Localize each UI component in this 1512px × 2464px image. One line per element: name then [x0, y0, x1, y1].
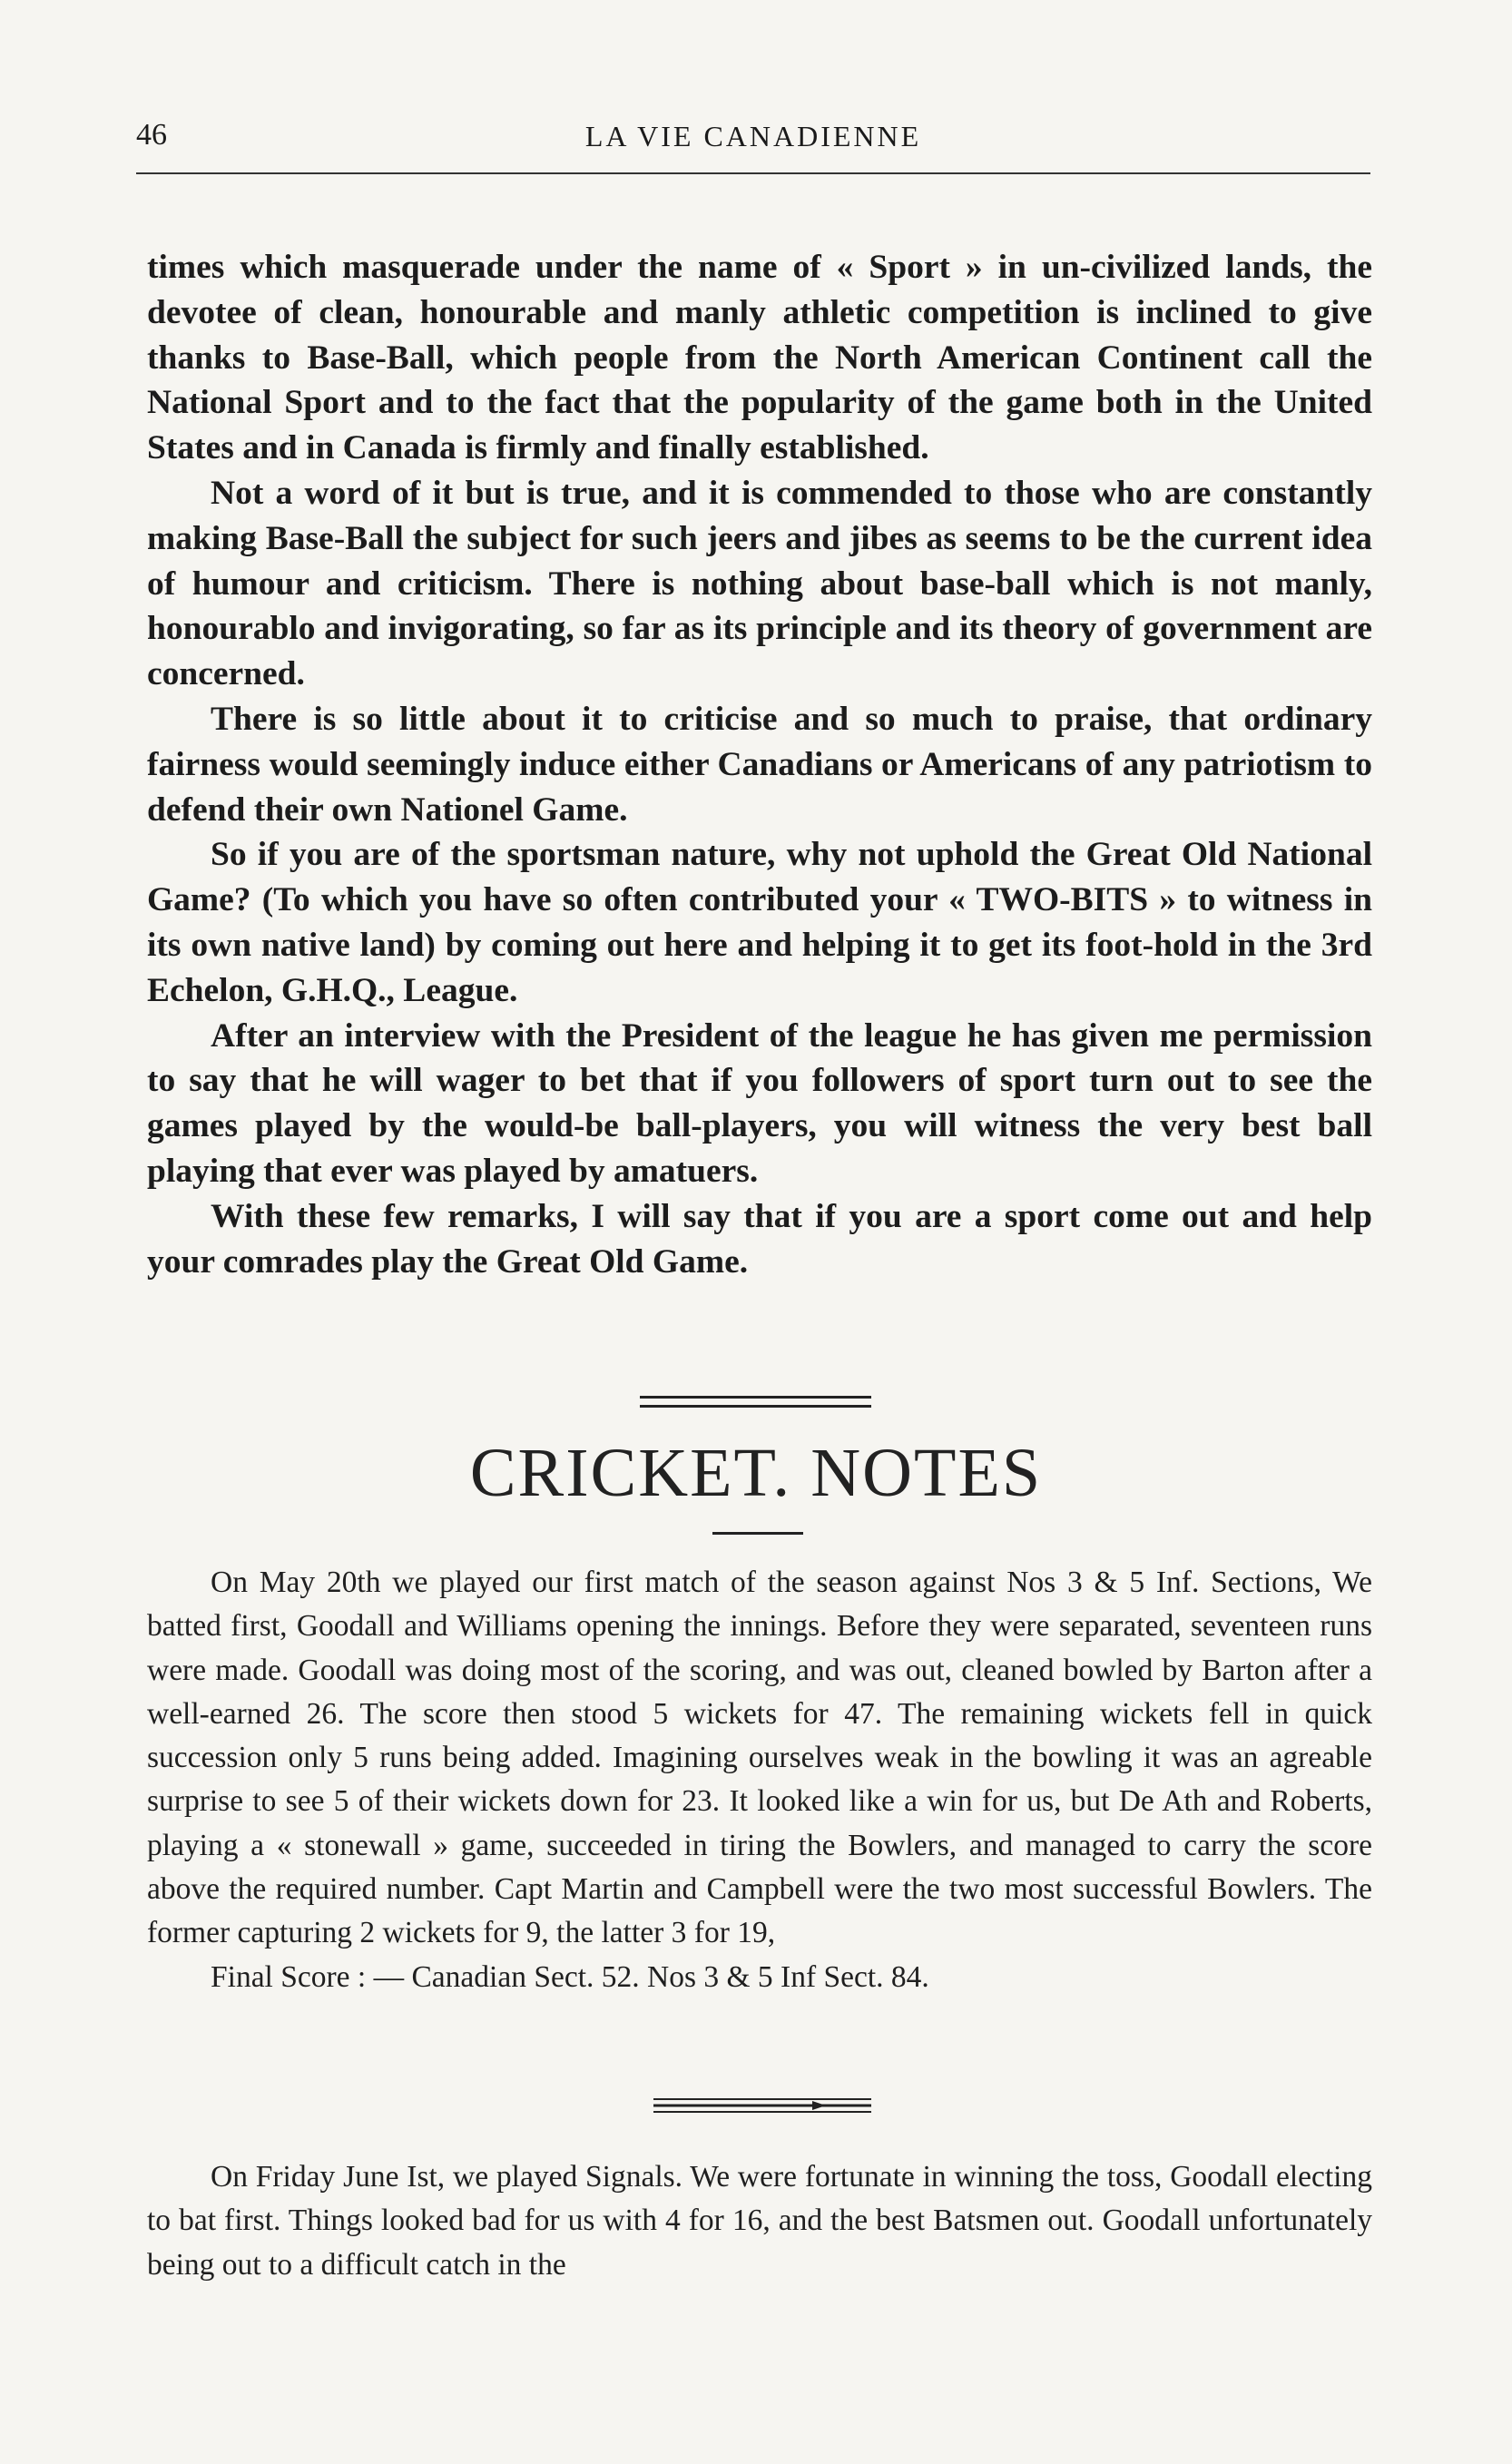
- article-paragraph: On Friday June Ist, we played Signals. We were fortunate in winning the toss, Goodall electing to bat first. Things looked bad for us with 4 for 16, and the best Batsmen out. Goodall unfortunately being out to a difficult catch in the: [147, 2160, 1372, 2282]
- running-title: LA VIE CANADIENNE: [584, 120, 922, 152]
- article-paragraph: times which masquerade under the name of « Sport » in un-civilized lands, the devotee of clean, honourable and manly athletic competition is inclined to give thanks to Base-Ball, which people from the North American Continent call the National Sport and to the fact that the popularity of the game both in the United States and in Canada is firmly and finally established.: [147, 249, 1372, 467]
- heading-underline: [712, 1532, 803, 1535]
- section-divider-bottom: [640, 1405, 871, 1408]
- page-header: [136, 109, 1370, 163]
- cricket-article: [147, 1561, 1372, 1999]
- cricket-article-continued: [147, 2155, 1372, 2287]
- article-paragraph: Not a word of it but is true, and it is commended to those who are constantly making Base-Ball the subject for such jeers and jibes as seems to be the current idea of humour and criticism. There is nothing about base-ball which is not manly, honourablo and invigorating, so far as its principle and its theory of government are concerned.: [147, 474, 1372, 693]
- header-rule: [136, 172, 1370, 174]
- article-paragraph: With these few remarks, I will say that if you are a sport come out and help your comrades play the Great Old Game.: [147, 1197, 1372, 1281]
- ornament-divider: [644, 2092, 880, 2119]
- article-paragraph: So if you are of the sportsman nature, why not uphold the Great Old National Game? (To which you have so often contributed your « TWO-BITS » to witness in its own native land) by coming out here and helping it to get its foot-hold in the 3rd Echelon, G.H.Q., League.: [147, 836, 1372, 1009]
- final-score: Final Score : — Canadian Sect. 52. Nos 3 & 5 Inf Sect. 84.: [211, 1959, 929, 1994]
- article-paragraph: There is so little about it to criticise and so much to praise, that ordinary fairness would seemingly induce either Canadians or Americans of any patriotism to defend their own Nationel Game.: [147, 700, 1372, 829]
- cricket-notes-heading: CRICKET. NOTES: [469, 1435, 1043, 1511]
- baseball-article: [147, 245, 1372, 1284]
- page-number: 46: [136, 118, 167, 152]
- article-paragraph: On May 20th we played our first match of the season against Nos 3 & 5 Inf. Sections, We batted first, Goodall and Williams opening the innings. Before they were separated, seventeen runs were made. Goodall was doing most of the scoring, and was out, cleaned bowled by Barton after a well-earned 26. The score then stood 5 wickets for 47. The remaining wickets fell in quick succession only 5 runs being added. Imagining ourselves weak in the bowling it was an agreable surprise to see 5 of their wickets down for 23. It looked like a win for us, but De Ath and Roberts, playing a « stonewall » game, succeeded in tiring the Bowlers, and managed to carry the score above the required number. Capt Martin and Campbell were the two most successful Bowlers. The former capturing 2 wickets for 9, the latter 3 for 19,: [147, 1566, 1372, 1950]
- section-divider-top: [640, 1396, 871, 1399]
- article-paragraph: After an interview with the President of the league he has given me permission to say that he will wager to bet that if you followers of sport turn out to see the games played by the would-be ball-players, you will witness the very best ball playing that ever was played by amatuers.: [147, 1016, 1372, 1190]
